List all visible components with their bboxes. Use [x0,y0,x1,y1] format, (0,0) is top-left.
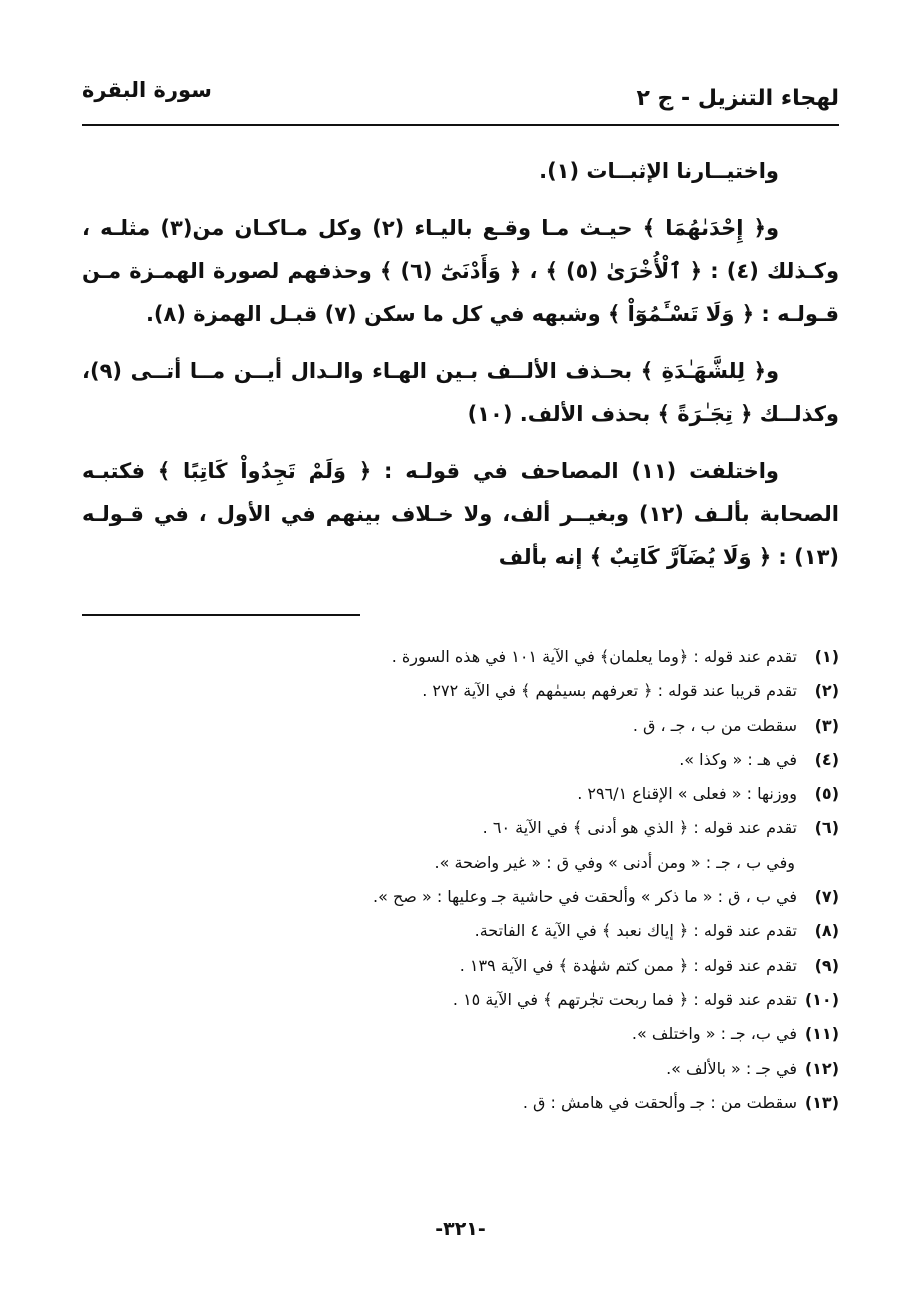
footnote-number: (٨) [814,921,839,941]
footnote-number: (٥) [814,784,839,804]
footnote-number: (١٢) [804,1058,839,1078]
footnote-number: (٩) [814,955,839,975]
footnote [82,983,839,1017]
footnote-text: تقدم عند قوله : ﴿ إياك نعبد ﴾ في الآية ٤ الفاتحة. [474,921,797,941]
footnote-number: (٧) [814,887,839,907]
footnote-text: سقطت من ب ، جـ ، ق . [632,715,797,735]
footnote-number: (١٠) [804,989,839,1009]
footnote-divider [82,614,360,616]
footnote [82,1052,839,1086]
page-number: -٣٢١- [435,1218,486,1240]
main-text [82,150,839,593]
paragraph: واختيــارنا الإثبــات (١). [539,159,779,183]
footnote [82,1017,839,1051]
footnote-text: تقدم قريبا عند قوله : ﴿ تعرفهم بسيمٰهم ﴾ في الآية ٢٧٢ . [422,681,797,701]
footnote-text: وفي ب ، جـ : « ومن أدنى » وفي ق : « غير واضحة ». [434,852,795,872]
footnote [82,949,839,983]
footnote-text: في ب، جـ : « واختلف ». [631,1024,797,1044]
footnote [82,777,839,811]
footnote [82,811,839,845]
footnote-text: سقطت من : جـ وألحقت في هامش : ق . [522,1092,797,1112]
footnote-continuation [82,846,839,880]
header-divider [82,124,839,126]
running-header [82,72,839,124]
footnote-text: تقدم عند قوله : ﴿ الذي هو أدنى ﴾ في الآية ٦٠ . [482,818,797,838]
book-title: لهجاء التنزيل - ج ٢ [636,86,839,111]
footnote-text: في ب ، ق : « ما ذكر » وألحقت في حاشية جـ وعليها : « صح ». [372,887,797,907]
footnote [82,880,839,914]
footnote-number: (١١) [804,1024,839,1044]
paragraph: واختلفت (١١) المصاحف في قولـه : ﴿ وَلَمْ تَجِدُواْ كَاتِبًا ﴾ فكتبـه الصحابة بألـف (١٢) وبغيــر ألف، ولا خـلاف بينهم في الأول ، في قـولـه (١٣) : ﴿ وَلَا يُضَآرَّ كَاتِبٌ ﴾ إنه بألف [82,459,839,569]
footnote-number: (١) [814,647,839,666]
footnote-text: في هـ : « وكذا ». [679,749,797,769]
footnote [82,914,839,948]
footnote-text: تقدم عند قوله : ﴿ ممن كتم شهٰدة ﴾ في الآية ١٣٩ . [459,955,797,975]
footnote-text: تقدم عند قوله : ﴿ فما ربحت تجٰرتهم ﴾ في الآية ١٥ . [452,989,797,1009]
footnote-number: (٢) [814,681,839,701]
footnote-number: (٤) [814,749,839,769]
footnote-number: (١٣) [804,1092,839,1112]
footnote [82,1086,839,1120]
footnote [82,709,839,743]
footnote-number: (٣) [814,715,839,735]
footnote [82,640,839,674]
footnote-number: (٦) [814,818,839,838]
paragraph: و﴿ إِحْدَىٰهُمَا ﴾ حيـث مـا وقـع باليـاء (٢) وكل مـاكـان من(٣) مثلـه ، وكـذلك (٤) : ﴿ ٱلْأُخْرَىٰ (٥) ﴾ ، ﴿ وَأَدْنَىٰٓ (٦) ﴾ وحذفهم لصورة الهمـزة مـن قـولـه : ﴿ وَلَا تَسْـَٔمُوٓاْ ﴾ وشبهه في كل ما سكن (٧) قبـل الهمزة (٨). [82,216,840,326]
footnotes [82,640,839,1120]
footnote [82,674,839,708]
paragraph: و﴿ لِلشَّهَـٰدَةِ ﴾ بحـذف الألــف بـين الهـاء والـدال أيــن مــا أتــى (٩)، وكذلــك ﴿ تِجَـٰرَةً ﴾ بحذف الألف. (١٠) [82,359,839,426]
footnote-text: تقدم عند قوله : ﴿وما يعلمان﴾ في الآية ١٠١ في هذه السورة . [391,647,797,666]
footnote-text: في جـ : « بالألف ». [666,1058,797,1078]
surah-title: سورة البقرة [82,78,212,102]
footnote [82,743,839,777]
footnote-text: ووزنها : « فعلى » الإقناع ٢٩٦/١ . [577,784,797,804]
